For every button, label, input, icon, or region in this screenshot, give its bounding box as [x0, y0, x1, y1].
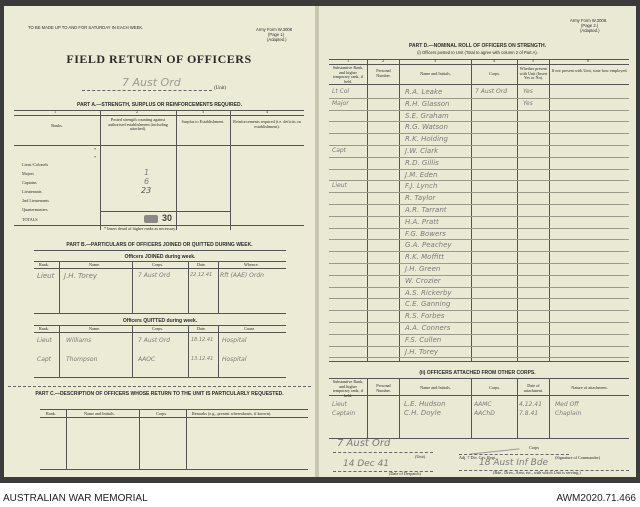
partD-col-num: 2: [382, 58, 385, 63]
roll-row-rule: [329, 275, 629, 276]
asterisk-row: *: [94, 147, 97, 152]
quitted-cell: 13.12.41: [191, 356, 214, 362]
roll-row-rule: [329, 228, 629, 229]
partA-col-divider: [100, 110, 101, 230]
partC-title: PART C.—DESCRIPTION OF OFFICERS WHOSE RETURN TO THE UNIT IS PARTICULARLY REQUESTED.: [35, 391, 284, 397]
page-title: FIELD RETURN OF OFFICERS: [66, 52, 252, 66]
station-handwritten: 18 Aust Inf Bde: [479, 458, 549, 468]
att-head: Name and Initials.: [420, 385, 451, 390]
roll-row-rule: [329, 169, 629, 170]
att-cell: Lieut: [332, 401, 347, 408]
form-number: Army Form W.3008.: [570, 18, 608, 23]
quitted-cell: Thompson: [66, 356, 98, 363]
rank-label: Majors: [22, 171, 34, 176]
header-note: TO BE MADE UP TO AND FOR SATURDAY IN EACH WEEK.: [28, 25, 144, 30]
att-cell: 4.12.41: [519, 401, 542, 408]
roll-row-rule: [329, 192, 629, 193]
roll-cell-name: R.G. Watson: [405, 123, 448, 132]
partC-head: Name and Initials.: [84, 411, 115, 416]
roll-cell-name: A.R. Tarrant: [405, 206, 447, 214]
att-col: [471, 378, 472, 438]
partA-col-divider: [230, 110, 231, 230]
partD-col-num: 3: [434, 58, 437, 63]
att-col: [549, 378, 550, 438]
joined-cell: Rft (AAE) Ordn: [220, 272, 264, 279]
quitted-cell: Williams: [66, 337, 92, 344]
roll-cell-rank: Major: [332, 99, 349, 107]
unit-line: [82, 90, 212, 91]
rank-label: Lieut.-Colonels: [22, 162, 49, 167]
unit-label: (Unit): [214, 86, 227, 91]
rank-label: 2nd Lieutenants: [22, 198, 49, 203]
rank-value: 23: [141, 186, 152, 195]
roll-row-rule: [329, 298, 629, 299]
roll-cell-rank: Capt: [332, 147, 347, 154]
roll-cell-present: Yes: [523, 88, 533, 95]
rank-value: 6: [144, 177, 150, 186]
form-number: Army Form W.3008: [256, 27, 293, 32]
joined-head-rule: [34, 268, 286, 269]
partC-head-rule: [40, 417, 308, 418]
partC-perforation: [8, 386, 311, 387]
roll-row-rule: [329, 133, 629, 134]
partA-title: PART A.—STRENGTH, SURPLUS OR REINFORCEMENTS REQUIRED.: [76, 102, 242, 108]
joined-cell: Lieut: [37, 272, 55, 280]
joined-head: Date.: [197, 262, 206, 267]
att-cell: Chaplain: [555, 410, 582, 417]
roll-cell-corps: 7 Aust Ord: [475, 88, 508, 95]
partD-head: Personal Number.: [376, 68, 391, 78]
roll-cell-name: C.E. Ganning: [405, 300, 451, 309]
partD-col: [399, 59, 400, 361]
quitted-cell: Capt: [37, 356, 52, 363]
quitted-cell: 7 Aust Ord: [138, 337, 171, 344]
partD-head: If not present with Unit, state how employed.: [551, 68, 628, 73]
quitted-title: Officers QUITTED during week.: [122, 318, 198, 324]
att-head: Substantive Rank, and higher temporary rank, if held.: [332, 379, 364, 398]
partD-head: Name and Initials.: [420, 71, 451, 76]
station-label: (Bde., Divn., Area, etc., with which Unit is serving.): [493, 470, 581, 475]
quitted-head: Date.: [197, 326, 206, 331]
rank-label: Quartermasters: [22, 207, 48, 212]
roll-cell-name: R.K. Moffitt: [405, 253, 444, 262]
att-cell: C.H. Doyle: [404, 409, 441, 417]
partA-head-ranks: Ranks.: [51, 123, 63, 128]
quitted-bottom-rule: [34, 377, 286, 378]
partB-title: PART B.—PARTICULARS OF OFFICERS JOINED OR QUITTED DURING WEEK.: [66, 242, 253, 248]
roll-row-rule: [329, 310, 629, 311]
joined-col: [59, 261, 60, 313]
roll-row-rule: [329, 157, 629, 158]
roll-row-rule: [329, 287, 629, 288]
joined-head: Name.: [89, 262, 101, 267]
roll-row-rule: [329, 145, 629, 146]
roll-cell-name: A.S. Rickerby: [405, 288, 452, 297]
partD-col: [549, 59, 550, 361]
partA-col-divider: [176, 110, 177, 230]
att-col: [517, 378, 518, 438]
att-head: Date of attachment.: [523, 383, 544, 393]
partA-top-rule: [14, 110, 304, 111]
roll-cell-rank: Lt Col: [332, 88, 350, 95]
roll-cell-name: F.S. Cullen: [405, 335, 442, 344]
totals-smudge: [144, 215, 158, 223]
att-cell: AAChD: [474, 410, 495, 417]
roll-cell-name: J.M. Eden: [405, 170, 438, 179]
partA-col-num: 4: [266, 109, 269, 114]
joined-head: Rank.: [39, 262, 49, 267]
att-head: Personal Number.: [376, 383, 391, 393]
joined-cell: 7 Aust Ord: [138, 272, 171, 279]
form-page: (Page 1): [268, 32, 285, 37]
totals-rule: [100, 211, 230, 212]
footer-accession: AWM2020.71.466: [556, 493, 636, 504]
roll-row-rule: [329, 263, 629, 264]
roll-row-rule: [329, 357, 629, 358]
partD-title: PART D.—NOMINAL ROLL OF OFFICERS ON STRENGTH.: [409, 43, 546, 49]
roll-row-rule: [329, 204, 629, 205]
signature-scrawl: [469, 437, 520, 454]
partA-col-num: 3: [202, 109, 205, 114]
roll-cell-rank: Lieut: [332, 182, 347, 190]
date-label: (Date of Despatch): [389, 471, 421, 476]
partD-head: Corps.: [488, 71, 501, 76]
att-col: [367, 378, 368, 438]
signature-label: (Signature of Commander): [555, 455, 601, 460]
att-head: Nature of attachment.: [571, 385, 608, 390]
roll-cell-name: J.H. Torey: [405, 347, 439, 356]
roll-row-rule: [329, 334, 629, 335]
partA-col-num: 2: [136, 109, 139, 114]
partC-col: [139, 409, 140, 469]
joined-head: Corps.: [152, 262, 164, 267]
roll-cell-name: G.A. Peachey: [405, 241, 452, 250]
partC-head: Rank.: [46, 411, 56, 416]
att-col: [399, 378, 400, 438]
footer-institution: AUSTRALIAN WAR MEMORIAL: [3, 493, 148, 504]
quitted-head: Rank.: [39, 326, 49, 331]
partD-subtitle: (i) Officers posted to Unit (Total to agree with column 2 of Part A).: [417, 50, 538, 55]
joined-col: [188, 261, 189, 313]
att-head: Corps.: [488, 385, 501, 390]
partD-col: [367, 59, 368, 361]
roll-row-rule: [329, 180, 629, 181]
roll-cell-name: A.A. Conners: [405, 324, 451, 332]
unit-line: [333, 452, 433, 453]
joined-col: [132, 261, 133, 313]
roll-row-rule: [329, 346, 629, 347]
corps-label: Corps: [529, 445, 540, 450]
partA-head-posted: Posted strength counting against authorised establishment (including attached).: [108, 117, 168, 132]
partC-col: [186, 409, 187, 469]
quitted-head: Cause.: [244, 326, 256, 331]
roll-cell-name: R.A. Leake: [405, 88, 443, 96]
partD-col-num: 4: [493, 58, 496, 63]
partA-head-reinf: Reinforcements required (i.e. deficits on establishment).: [233, 119, 301, 129]
quitted-head-rule: [34, 332, 286, 333]
partD-top-rule: [329, 59, 629, 60]
roll-cell-name: R.D. Gillis: [405, 158, 439, 167]
roll-cell-name: F.G. Bowers: [405, 229, 446, 238]
partD-col: [517, 59, 518, 361]
att-top-rule: [329, 378, 629, 379]
unit-handwritten: 7 Aust Ord: [337, 438, 391, 449]
roll-cell-name: R. Taylor: [405, 194, 436, 203]
quitted-head: Corps.: [152, 326, 164, 331]
att-cell: Captain: [332, 410, 356, 417]
roll-cell-name: R.K. Holding: [405, 135, 448, 144]
partA-col-num: 1: [54, 109, 57, 114]
roll-cell-present: Yes: [523, 99, 533, 107]
att-cell: Med Off: [555, 401, 579, 408]
partD-num-rule: [329, 64, 629, 65]
rank-value: 1: [144, 168, 150, 177]
roll-row-rule: [329, 251, 629, 252]
roll-row-rule: [329, 216, 629, 217]
unit-handwritten: 7 Aust Ord: [122, 76, 181, 89]
totals-label: TOTALS: [22, 217, 38, 222]
joined-col: [218, 261, 219, 313]
quitted-cell: Lieut: [37, 337, 52, 344]
partA-num-rule: [14, 115, 304, 116]
quitted-col: [188, 325, 189, 377]
signature-role: Adj, 7 Div. Cav. Regt.: [459, 455, 497, 460]
att-head-rule: [329, 395, 629, 396]
att-cell: 7.8.41: [519, 410, 539, 417]
partD-head: Substantive Rank, and higher temporary rank, if held.: [332, 65, 364, 84]
partD-head-rule: [329, 84, 629, 85]
roll-cell-name: J.W. Clark: [405, 147, 439, 155]
quitted-cell: AAOC: [138, 356, 156, 363]
form-adapted: (Adapted.): [580, 28, 600, 33]
quitted-cell: 18.12.41: [191, 337, 214, 343]
roll-cell-name: S.E. Graham: [405, 111, 449, 120]
att-cell: L.E. Hudson: [404, 400, 446, 408]
roll-cell-name: J.H. Green: [405, 265, 441, 273]
archive-footer: [0, 487, 640, 507]
att-cell: AAMC: [474, 401, 492, 408]
roll-row-rule: [329, 98, 629, 99]
partC-top-rule: [40, 409, 308, 410]
joined-cell: J.H. Torey: [64, 272, 98, 280]
partC-head: Remarks (e.g., present whereabouts, if known).: [192, 411, 272, 416]
partD-col-num: 5: [532, 58, 535, 63]
joined-head: Whence.: [244, 262, 259, 267]
joined-cell: 22.12.41: [190, 272, 213, 278]
roll-cell-name: F.J. Lynch: [405, 182, 438, 191]
quitted-col: [218, 325, 219, 377]
partD2-title: (ii) OFFICERS ATTACHED FROM OTHER CORPS.: [419, 370, 536, 376]
partD-col-num: 6: [587, 58, 590, 63]
partD-head: Whether present with Unit (Insert Yes or No).: [519, 66, 548, 81]
form-page: (Page 2.): [581, 23, 599, 28]
partD-col-num: 1: [347, 58, 350, 63]
date-handwritten: 14 Dec 41: [343, 459, 390, 469]
right-page: [319, 6, 636, 477]
partA-head-surplus: Surplus to Establishment.: [181, 119, 225, 124]
quitted-col: [132, 325, 133, 377]
roll-row-rule: [329, 110, 629, 111]
rank-label: Captains: [22, 180, 37, 185]
quitted-cell: Hospital: [222, 337, 247, 344]
roll-cell-name: W. Crozier: [405, 276, 441, 285]
form-adapted: (Adapted.): [267, 37, 287, 42]
roll-row-rule: [329, 322, 629, 323]
left-page: [4, 6, 315, 477]
partD-col: [471, 59, 472, 361]
partD-bottom-rule: [329, 361, 629, 362]
quitted-head: Name.: [89, 326, 101, 331]
partB-top-rule: [34, 250, 286, 251]
partA-head-rule: [14, 145, 304, 146]
roll-cell-name: R.H. Glasson: [405, 99, 450, 108]
partC-bottom-rule: [40, 469, 308, 470]
partC-col: [66, 409, 67, 469]
quitted-col: [59, 325, 60, 377]
insert-note: * Insert detail of higher ranks as necessary.: [104, 226, 177, 231]
totals-value: 30: [162, 213, 173, 223]
rank-label: Lieutenants: [22, 189, 42, 194]
asterisk-row: *: [94, 155, 97, 160]
joined-bottom-rule: [34, 313, 286, 314]
roll-cell-name: H.A. Pratt: [405, 217, 439, 226]
unit-label: (Unit): [415, 454, 426, 459]
partC-head: Corps.: [156, 411, 168, 416]
roll-row-rule: [329, 239, 629, 240]
roll-cell-name: R.S. Forbes: [405, 312, 445, 321]
roll-row-rule: [329, 121, 629, 122]
joined-title: Officers JOINED during week.: [124, 254, 196, 260]
quitted-cell: Hospital: [222, 356, 247, 363]
